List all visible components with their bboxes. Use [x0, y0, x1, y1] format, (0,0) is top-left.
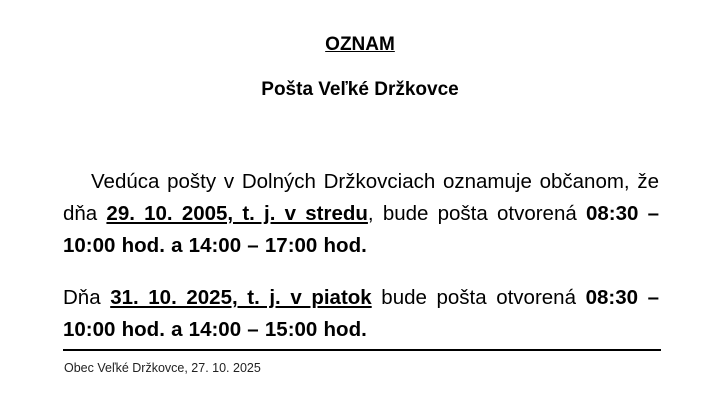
divider-line [63, 349, 661, 351]
paragraph-2-text-a: Dňa [63, 286, 111, 309]
paragraph-1-text-a: Vedúca pošty v Dolných Držkovciach oznamuje občanom, že dňa [63, 170, 659, 225]
paragraph-2-text-b: bude pošta otvorená [371, 286, 586, 309]
notice-title: OZNAM [325, 34, 395, 55]
paragraph-1-text-b: , bude pošta otvorená [367, 202, 586, 225]
notice-footer: Obec Veľké Držkovce, 27. 10. 2025 [64, 361, 261, 375]
notice-subtitle: Pošta Veľké Držkovce [261, 79, 459, 100]
paragraph-1-date: 29. 10. 2005, t. j. v stredu [106, 202, 368, 225]
paragraph-2-hours: 08:30 – 10:00 hod. a 14:00 – 15:00 hod. [63, 286, 659, 341]
paragraph-1-hours: 08:30 – 10:00 hod. a 14:00 – 17:00 hod. [63, 202, 660, 257]
paragraph-2-date: 31. 10. 2025, t. j. v piatok [110, 286, 372, 309]
notice-paragraph-1 [63, 166, 659, 262]
notice-paragraph-2 [63, 282, 659, 346]
